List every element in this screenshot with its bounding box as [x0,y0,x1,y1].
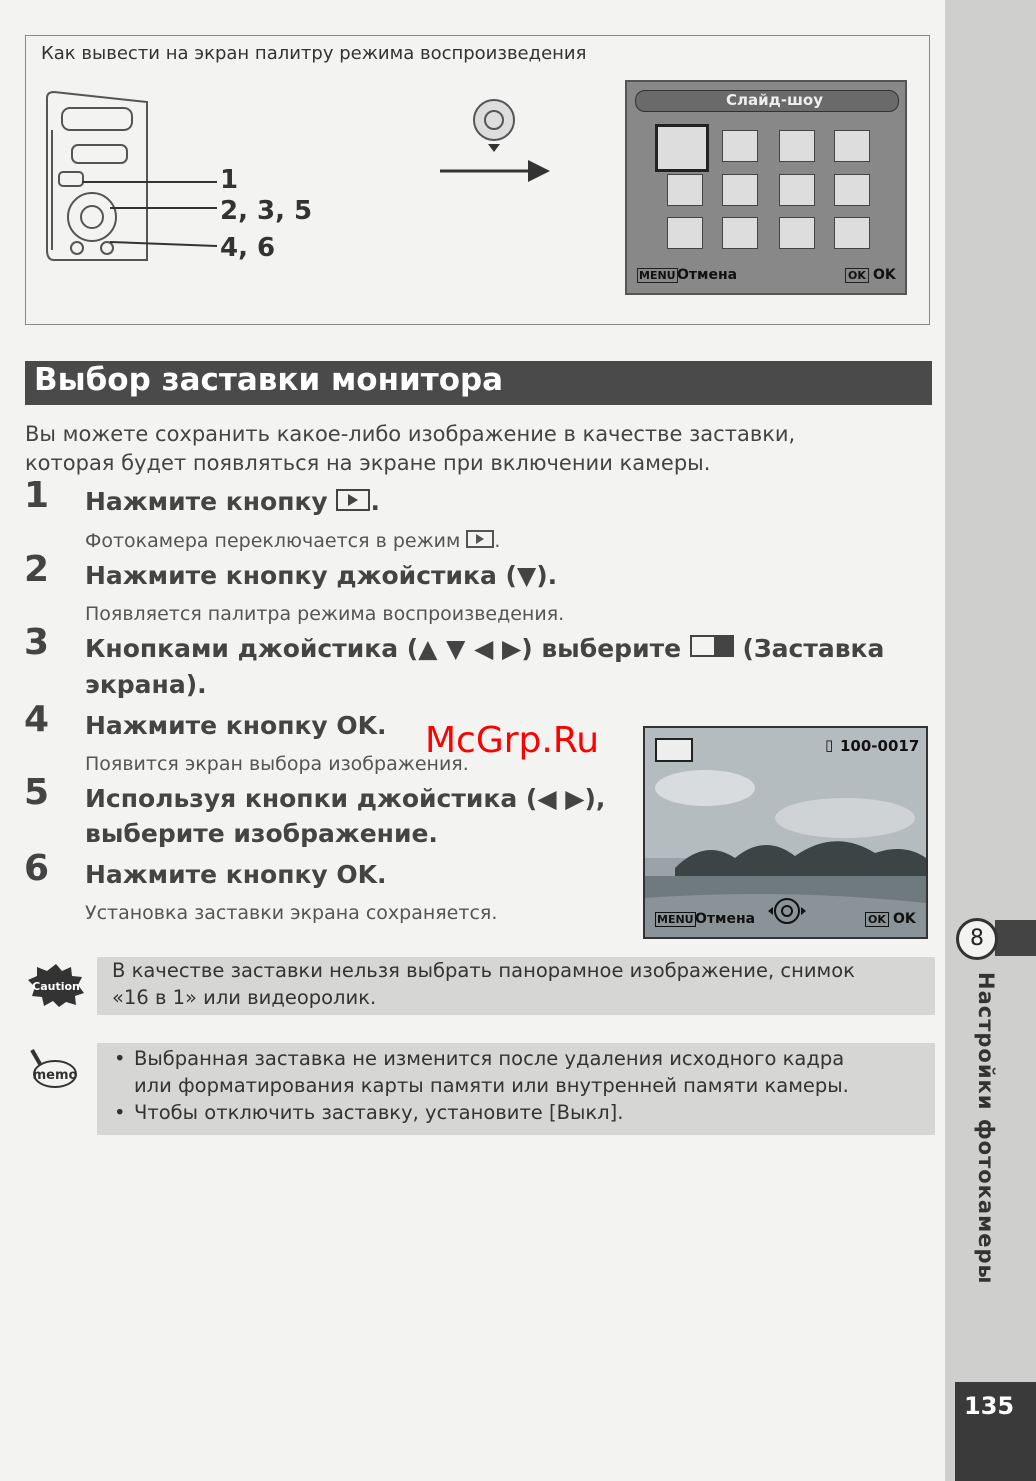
chapter-label: Настройки фотокамеры [974,972,998,1285]
palette-header [635,90,899,112]
callout-1: 1 [220,165,239,195]
memo-bullet-1: • [114,1047,126,1070]
memo-item-2 [112,1099,935,1126]
start-up-screen-icon [690,635,734,657]
palette-ok-label: OK [873,267,896,283]
step-3-title-end: (Заставка [742,634,885,663]
step-6-title: Нажмите кнопку OK. [85,860,387,889]
memo-box [97,1043,935,1135]
step-2-sub: Появляется палитра режима воспроизведения. [85,603,565,625]
step-5-title-line2: выберите изображение. [85,819,438,848]
step-2-number: 2 [24,549,50,590]
red-eye-icon [667,217,703,249]
step-3-title [85,634,884,663]
step-1-title-text: Нажмите кнопку [85,487,328,516]
start-up-screen-icon [834,217,870,249]
trimming-icon [779,130,815,162]
playback-palette-screen [625,80,907,295]
caution-box [97,957,935,1015]
preview-ok-key: OK [865,912,889,927]
palette-howto-title: Как вывести на экран палитру режима воспроизведения [41,43,587,64]
callout-lines [82,170,222,260]
memo-item-2-line-1: Чтобы отключить заставку, установите [Выкл]. [134,1101,624,1124]
callout-2-3-5: 2, 3, 5 [220,196,313,226]
digital-filter-icon [722,174,758,206]
palette-ok-key: OK [845,268,869,283]
step-1-number: 1 [24,475,50,516]
dpof-icon [779,217,815,249]
step-1-sub-end: . [494,530,501,552]
step-6-number: 6 [24,848,50,889]
rotate-icon [667,174,703,206]
intro-line-2: которая будет появляться на экране при включении камеры. [25,451,711,475]
step-1-sub [85,530,500,552]
resize-icon [722,130,758,162]
step-2-title: Нажмите кнопку джойстика (▼). [85,561,558,590]
caution-text [97,957,935,1011]
color-filter-icon [779,174,815,206]
preview-cancel-label: Отмена [695,911,756,927]
watermark: McGrp.Ru [425,720,600,761]
start-up-screen-badge [655,738,693,762]
step-3-title-text: Кнопками джойстика (▲ ▼ ◀ ▶) выберите [85,634,682,663]
section-title: Выбор заставки монитора [34,362,504,398]
step-3-title-line2: экрана). [85,670,207,699]
caution-line-2: «16 в 1» или видеоролик. [112,986,377,1009]
step-5-title: Используя кнопки джойстика (◀ ▶), [85,784,606,813]
playback-button-icon [336,489,370,511]
caution-icon-label: Caution [32,980,80,993]
step-4-sub: Появится экран выбора изображения. [85,753,469,775]
intro-line-1: Вы можете сохранить какое-либо изображение в качестве заставки, [25,422,796,446]
memo-item-1 [112,1045,935,1099]
preview-ok-label: OK [893,911,916,927]
memo-icon [26,1046,78,1090]
side-tab-bar [995,920,1036,956]
memo-icon-label: memo [32,1068,78,1083]
playback-mode-icon [466,530,494,548]
callout-4-6: 4, 6 [220,233,276,263]
step-5-number: 5 [24,772,50,813]
protect-icon [722,217,758,249]
joystick-left-right-icon [765,896,809,926]
page-number: 135 [955,1382,1036,1481]
step-1-sub-text: Фотокамера переключается в режим [85,530,461,552]
image-copy-icon [834,130,870,162]
file-number: 100-0017 [840,737,920,755]
palette-menu-key: MENU [639,269,676,282]
file-folder-icon: ▯ [825,736,834,754]
palette-title: Слайд-шоу [726,91,823,109]
joystick-down-arrow [438,98,558,188]
step-1-title [85,487,380,516]
memo-item-1-line-2: или форматирования карты памяти или внутренней памяти камеры. [134,1074,849,1097]
step-1-title-end: . [370,487,380,516]
slideshow-icon [655,124,709,172]
step-6-sub: Установка заставки экрана сохраняется. [85,902,498,924]
caution-line-1: В качестве заставки нельзя выбрать панорамное изображение, снимок [112,959,855,982]
caution-icon [26,963,86,1007]
chapter-number: 8 [956,918,998,960]
step-4-title: Нажмите кнопку OK. [85,711,387,740]
step-4-number: 4 [24,699,50,740]
section-intro [25,420,905,478]
memo-list [97,1043,935,1126]
image-select-screen [643,726,928,939]
step-3-number: 3 [24,622,50,663]
memo-item-1-line-1: Выбранная заставка не изменится после удаления исходного кадра [134,1047,845,1070]
palette-cancel-label: Отмена [677,267,738,283]
preview-menu-key: MENU [657,913,694,926]
memo-bullet-2: • [114,1101,126,1124]
frame-icon [834,174,870,206]
